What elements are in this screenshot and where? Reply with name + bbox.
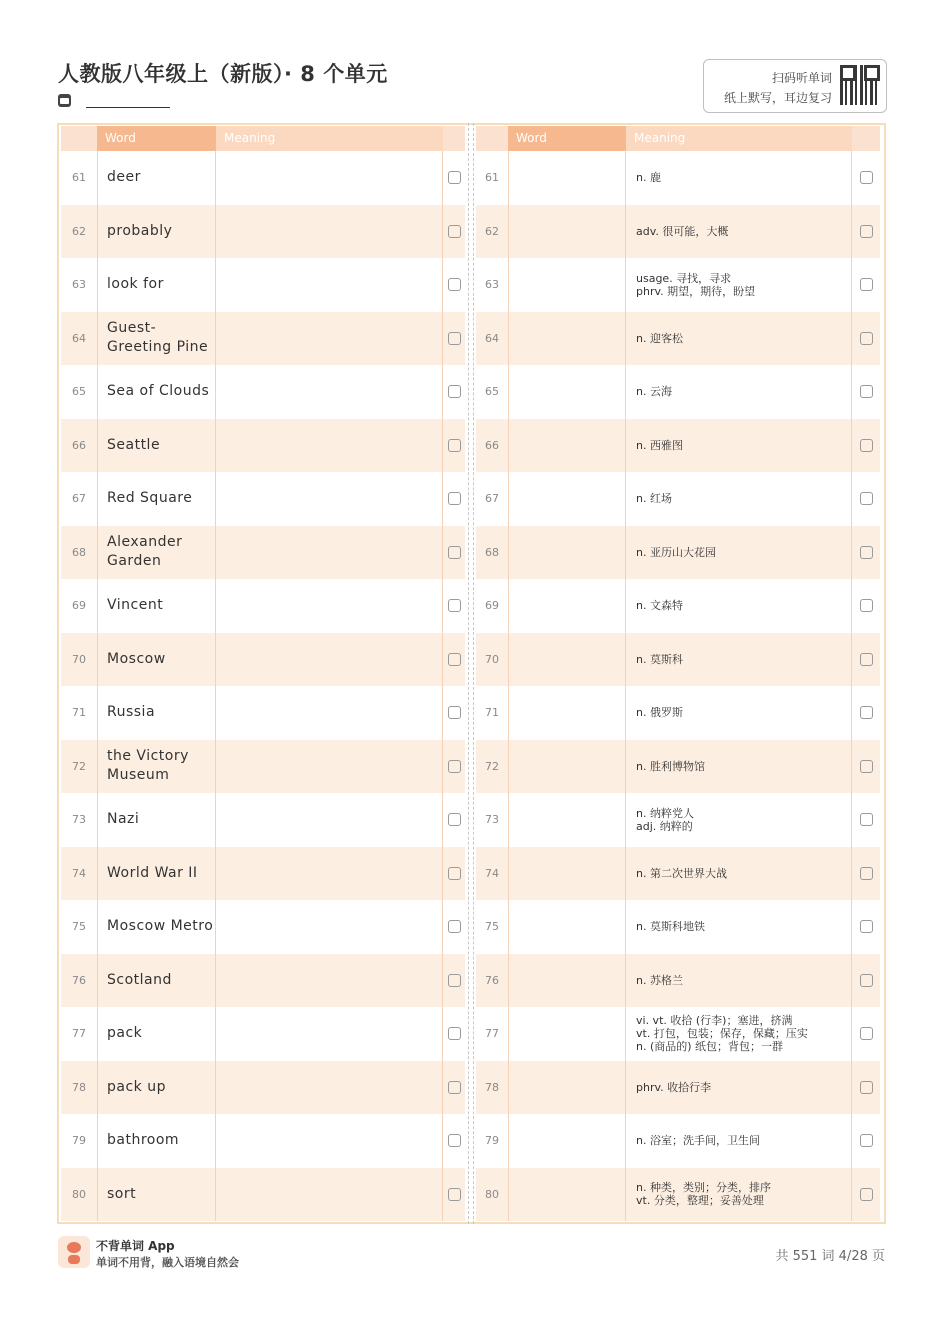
checkbox-icon[interactable] bbox=[448, 974, 461, 987]
meaning-cell: n. 亚历山大花园 bbox=[626, 526, 852, 580]
table-row bbox=[61, 419, 465, 473]
table-row bbox=[476, 258, 880, 312]
table-row bbox=[476, 633, 880, 687]
meaning-cell: n. 文森特 bbox=[626, 579, 852, 633]
checkbox-cell bbox=[852, 1168, 880, 1222]
meaning-cell[interactable] bbox=[216, 579, 443, 633]
checkbox-cell bbox=[443, 526, 465, 580]
row-number: 62 bbox=[485, 224, 499, 238]
word-cell: Seattle bbox=[97, 419, 216, 473]
table-row bbox=[61, 1168, 465, 1222]
table-row bbox=[61, 472, 465, 526]
meaning-cell: phrv. 收拾行李 bbox=[626, 1061, 852, 1115]
app-name: 不背单词 App bbox=[96, 1239, 175, 1253]
checkbox-icon[interactable] bbox=[448, 706, 461, 719]
table-row bbox=[476, 954, 880, 1008]
checkbox-cell bbox=[852, 1007, 880, 1061]
word-cell[interactable] bbox=[508, 1061, 626, 1115]
table-row bbox=[476, 579, 880, 633]
table-row bbox=[61, 686, 465, 740]
checkbox-cell bbox=[852, 419, 880, 473]
qr-line-2: 纸上默写，耳边复习 bbox=[723, 91, 832, 105]
meaning-cell[interactable] bbox=[216, 847, 443, 901]
checkbox-cell bbox=[852, 793, 880, 847]
word-header: Word bbox=[508, 126, 626, 151]
row-number: 65 bbox=[485, 385, 499, 399]
checkbox-cell bbox=[852, 740, 880, 794]
word-cell[interactable] bbox=[508, 686, 626, 740]
word-cell: Russia bbox=[97, 686, 216, 740]
checkbox-cell bbox=[443, 686, 465, 740]
meaning-cell[interactable] bbox=[216, 205, 443, 259]
table-row bbox=[61, 365, 465, 419]
word-cell: Guest- Greeting Pine bbox=[97, 312, 216, 366]
word-cell[interactable] bbox=[508, 793, 626, 847]
checkbox-cell bbox=[852, 579, 880, 633]
table-row bbox=[476, 526, 880, 580]
row-number: 76 bbox=[485, 973, 499, 987]
checkbox-icon[interactable] bbox=[860, 706, 873, 719]
checkbox-icon[interactable] bbox=[448, 385, 461, 398]
table-row bbox=[61, 1114, 465, 1168]
checkbox-icon[interactable] bbox=[860, 867, 873, 880]
row-number: 80 bbox=[485, 1187, 499, 1201]
checkbox-icon[interactable] bbox=[448, 171, 461, 184]
table-row bbox=[61, 900, 465, 954]
checkbox-cell bbox=[852, 900, 880, 954]
meaning-cell: n. 种类，类别；分类，排序 vt. 分类，整理；妥善处理 bbox=[626, 1168, 852, 1222]
checkbox-icon[interactable] bbox=[860, 278, 873, 291]
row-number: 67 bbox=[72, 492, 86, 506]
meaning-header: Meaning bbox=[626, 126, 852, 151]
word-cell: Moscow bbox=[97, 633, 216, 687]
meaning-cell: n. 俄罗斯 bbox=[626, 686, 852, 740]
row-number: 71 bbox=[485, 706, 499, 720]
row-number: 68 bbox=[72, 545, 86, 559]
word-cell: pack up bbox=[97, 1061, 216, 1115]
meaning-cell[interactable] bbox=[216, 686, 443, 740]
meaning-cell: n. 苏格兰 bbox=[626, 954, 852, 1008]
checkbox-icon[interactable] bbox=[448, 439, 461, 452]
page-info: 共 551 词 4/28 页 bbox=[775, 1249, 885, 1264]
row-number: 75 bbox=[485, 920, 499, 934]
row-number: 63 bbox=[485, 278, 499, 292]
row-number: 64 bbox=[485, 331, 499, 345]
checkbox-icon[interactable] bbox=[448, 867, 461, 880]
row-number: 72 bbox=[72, 759, 86, 773]
checkbox-icon[interactable] bbox=[860, 760, 873, 773]
row-number: 74 bbox=[485, 866, 499, 880]
word-cell: sort bbox=[97, 1168, 216, 1222]
checkbox-cell bbox=[443, 258, 465, 312]
meaning-cell[interactable] bbox=[216, 1007, 443, 1061]
word-cell: probably bbox=[97, 205, 216, 259]
meaning-cell: adv. 很可能，大概 bbox=[626, 205, 852, 259]
row-number: 79 bbox=[485, 1134, 499, 1148]
meaning-cell: n. 第二次世界大战 bbox=[626, 847, 852, 901]
checkbox-cell bbox=[852, 205, 880, 259]
row-number: 65 bbox=[72, 385, 86, 399]
checkbox-icon[interactable] bbox=[448, 546, 461, 559]
word-cell[interactable] bbox=[508, 740, 626, 794]
calendar-icon bbox=[58, 94, 71, 107]
table-row bbox=[476, 472, 880, 526]
word-cell[interactable] bbox=[508, 633, 626, 687]
table-row bbox=[476, 847, 880, 901]
row-number: 70 bbox=[485, 652, 499, 666]
row-number: 62 bbox=[72, 224, 86, 238]
row-number: 74 bbox=[72, 866, 86, 880]
checkbox-cell bbox=[443, 847, 465, 901]
table-row bbox=[61, 151, 465, 205]
checkbox-icon[interactable] bbox=[860, 439, 873, 452]
checkbox-icon[interactable] bbox=[448, 225, 461, 238]
checkbox-cell bbox=[443, 633, 465, 687]
checkbox-cell bbox=[443, 472, 465, 526]
qr-box bbox=[703, 59, 887, 113]
word-cell[interactable] bbox=[508, 954, 626, 1008]
meaning-cell: n. 云海 bbox=[626, 365, 852, 419]
check-header bbox=[443, 126, 465, 151]
word-cell[interactable] bbox=[508, 472, 626, 526]
word-cell[interactable] bbox=[508, 1114, 626, 1168]
meaning-cell[interactable] bbox=[216, 793, 443, 847]
meaning-cell: n. 莫斯科地铁 bbox=[626, 900, 852, 954]
row-number: 76 bbox=[72, 973, 86, 987]
checkbox-icon[interactable] bbox=[860, 599, 873, 612]
table-row bbox=[61, 633, 465, 687]
checkbox-icon[interactable] bbox=[448, 332, 461, 345]
row-number: 69 bbox=[485, 599, 499, 613]
word-cell: Moscow Metro bbox=[97, 900, 216, 954]
checkbox-icon[interactable] bbox=[860, 546, 873, 559]
checkbox-cell bbox=[852, 151, 880, 205]
meaning-cell[interactable] bbox=[216, 740, 443, 794]
row-number: 72 bbox=[485, 759, 499, 773]
row-number: 75 bbox=[72, 920, 86, 934]
word-cell[interactable] bbox=[508, 900, 626, 954]
word-header: Word bbox=[97, 126, 216, 151]
checkbox-icon[interactable] bbox=[860, 1027, 873, 1040]
table-row bbox=[61, 579, 465, 633]
row-number: 73 bbox=[72, 813, 86, 827]
table-row bbox=[476, 365, 880, 419]
row-number: 64 bbox=[72, 331, 86, 345]
meaning-cell: usage. 寻找，寻求 phrv. 期望，期待，盼望 bbox=[626, 258, 852, 312]
word-cell: bathroom bbox=[97, 1114, 216, 1168]
checkbox-cell bbox=[443, 1168, 465, 1222]
checkbox-icon[interactable] bbox=[448, 1188, 461, 1201]
app-logo-icon bbox=[58, 1236, 90, 1268]
word-cell: Scotland bbox=[97, 954, 216, 1008]
meaning-cell[interactable] bbox=[216, 1168, 443, 1222]
row-number: 68 bbox=[485, 545, 499, 559]
table-row bbox=[61, 954, 465, 1008]
checkbox-cell bbox=[852, 686, 880, 740]
checkbox-icon[interactable] bbox=[448, 1081, 461, 1094]
checkbox-icon[interactable] bbox=[860, 813, 873, 826]
word-cell: Vincent bbox=[97, 579, 216, 633]
meaning-cell[interactable] bbox=[216, 900, 443, 954]
table-row bbox=[61, 258, 465, 312]
checkbox-icon[interactable] bbox=[860, 492, 873, 505]
checkbox-cell bbox=[443, 793, 465, 847]
table-row bbox=[61, 205, 465, 259]
app-slogan: 单词不用背，融入语境自然会 bbox=[96, 1256, 239, 1269]
table-row bbox=[61, 1061, 465, 1115]
word-cell: the Victory Museum bbox=[97, 740, 216, 794]
row-number: 63 bbox=[72, 278, 86, 292]
meaning-cell: n. 纳粹党人 adj. 纳粹的 bbox=[626, 793, 852, 847]
checkbox-icon[interactable] bbox=[860, 225, 873, 238]
meaning-cell[interactable] bbox=[216, 365, 443, 419]
checkbox-icon[interactable] bbox=[860, 1188, 873, 1201]
number-header bbox=[476, 126, 508, 151]
fold-divider bbox=[468, 123, 474, 1224]
checkbox-cell bbox=[852, 954, 880, 1008]
word-cell[interactable] bbox=[508, 258, 626, 312]
meaning-cell[interactable] bbox=[216, 526, 443, 580]
checkbox-icon[interactable] bbox=[448, 278, 461, 291]
word-cell: World War II bbox=[97, 847, 216, 901]
checkbox-icon[interactable] bbox=[860, 385, 873, 398]
meaning-cell[interactable] bbox=[216, 633, 443, 687]
checkbox-icon[interactable] bbox=[860, 1134, 873, 1147]
checkbox-icon[interactable] bbox=[448, 653, 461, 666]
row-number: 66 bbox=[72, 438, 86, 452]
checkbox-cell bbox=[443, 1061, 465, 1115]
row-number: 80 bbox=[72, 1187, 86, 1201]
meaning-cell: n. 莫斯科 bbox=[626, 633, 852, 687]
word-cell[interactable] bbox=[508, 847, 626, 901]
table-row bbox=[476, 686, 880, 740]
word-cell[interactable] bbox=[508, 365, 626, 419]
checkbox-cell bbox=[852, 1114, 880, 1168]
meaning-cell[interactable] bbox=[216, 151, 443, 205]
checkbox-icon[interactable] bbox=[860, 974, 873, 987]
checkbox-cell bbox=[443, 579, 465, 633]
table-row bbox=[476, 793, 880, 847]
table-row bbox=[61, 312, 465, 366]
row-number: 71 bbox=[72, 706, 86, 720]
meaning-cell: n. 浴室；洗手间，卫生间 bbox=[626, 1114, 852, 1168]
checkbox-cell bbox=[852, 365, 880, 419]
checkbox-cell bbox=[443, 1114, 465, 1168]
word-cell: look for bbox=[97, 258, 216, 312]
table-row bbox=[476, 1061, 880, 1115]
checkbox-cell bbox=[443, 1007, 465, 1061]
meaning-cell[interactable] bbox=[216, 472, 443, 526]
checkbox-cell bbox=[852, 526, 880, 580]
word-cell: Red Square bbox=[97, 472, 216, 526]
meaning-cell[interactable] bbox=[216, 1114, 443, 1168]
row-number: 69 bbox=[72, 599, 86, 613]
checkbox-icon[interactable] bbox=[448, 1027, 461, 1040]
number-header bbox=[61, 126, 97, 151]
meaning-cell: n. 鹿 bbox=[626, 151, 852, 205]
checkbox-cell bbox=[443, 365, 465, 419]
checkbox-cell bbox=[852, 472, 880, 526]
checkbox-cell bbox=[852, 633, 880, 687]
row-number: 61 bbox=[485, 171, 499, 185]
checkbox-icon[interactable] bbox=[448, 760, 461, 773]
row-number: 77 bbox=[485, 1027, 499, 1041]
checkbox-icon[interactable] bbox=[860, 653, 873, 666]
row-number: 78 bbox=[72, 1080, 86, 1094]
table-row bbox=[476, 900, 880, 954]
checkbox-cell bbox=[443, 151, 465, 205]
table-row bbox=[476, 419, 880, 473]
word-cell[interactable] bbox=[508, 205, 626, 259]
table-row bbox=[476, 312, 880, 366]
row-number: 77 bbox=[72, 1027, 86, 1041]
row-number: 66 bbox=[485, 438, 499, 452]
meaning-cell[interactable] bbox=[216, 954, 443, 1008]
checkbox-icon[interactable] bbox=[448, 1134, 461, 1147]
checkbox-cell bbox=[443, 312, 465, 366]
meaning-cell: n. 西雅图 bbox=[626, 419, 852, 473]
checkbox-cell bbox=[443, 954, 465, 1008]
checkbox-cell bbox=[852, 312, 880, 366]
word-cell: Alexander Garden bbox=[97, 526, 216, 580]
row-number: 61 bbox=[72, 171, 86, 185]
checkbox-icon[interactable] bbox=[448, 920, 461, 933]
qr-code-icon[interactable] bbox=[840, 65, 880, 105]
table-row bbox=[61, 526, 465, 580]
table-row bbox=[61, 1007, 465, 1061]
row-number: 73 bbox=[485, 813, 499, 827]
word-cell[interactable] bbox=[508, 579, 626, 633]
word-cell[interactable] bbox=[508, 526, 626, 580]
meaning-header: Meaning bbox=[216, 126, 443, 151]
meaning-cell[interactable] bbox=[216, 312, 443, 366]
checkbox-icon[interactable] bbox=[448, 492, 461, 505]
row-number: 78 bbox=[485, 1080, 499, 1094]
table-row bbox=[476, 1168, 880, 1222]
row-number: 79 bbox=[72, 1134, 86, 1148]
checkbox-icon[interactable] bbox=[860, 920, 873, 933]
checkbox-icon[interactable] bbox=[448, 599, 461, 612]
checkbox-cell bbox=[443, 900, 465, 954]
word-cell[interactable] bbox=[508, 1168, 626, 1222]
table-row bbox=[61, 847, 465, 901]
word-cell: pack bbox=[97, 1007, 216, 1061]
word-cell: Nazi bbox=[97, 793, 216, 847]
checkbox-cell bbox=[852, 1061, 880, 1115]
word-cell[interactable] bbox=[508, 151, 626, 205]
checkbox-cell bbox=[443, 205, 465, 259]
meaning-cell[interactable] bbox=[216, 1061, 443, 1115]
checkbox-icon[interactable] bbox=[860, 171, 873, 184]
row-number: 70 bbox=[72, 652, 86, 666]
page-title: 人教版八年级上（新版）· 8 个单元 bbox=[58, 62, 388, 86]
table-row bbox=[476, 740, 880, 794]
checkbox-icon[interactable] bbox=[860, 1081, 873, 1094]
qr-line-1: 扫码听单词 bbox=[771, 71, 832, 85]
meaning-cell[interactable] bbox=[216, 419, 443, 473]
meaning-cell: vi. vt. 收拾 (行李)；塞进，挤满 vt. 打包，包装；保存，保藏；压实 n. (商品的) 纸包；背包；一群 bbox=[626, 1007, 852, 1061]
date-blank-line bbox=[86, 107, 170, 108]
meaning-cell: n. 红场 bbox=[626, 472, 852, 526]
checkbox-cell bbox=[443, 740, 465, 794]
meaning-cell: n. 胜利博物馆 bbox=[626, 740, 852, 794]
word-cell: deer bbox=[97, 151, 216, 205]
checkbox-icon[interactable] bbox=[448, 813, 461, 826]
table-row bbox=[61, 740, 465, 794]
word-cell[interactable] bbox=[508, 419, 626, 473]
word-cell[interactable] bbox=[508, 312, 626, 366]
table-row bbox=[476, 205, 880, 259]
checkbox-cell bbox=[443, 419, 465, 473]
table-row bbox=[476, 151, 880, 205]
meaning-cell[interactable] bbox=[216, 258, 443, 312]
table-row bbox=[476, 1114, 880, 1168]
word-cell[interactable] bbox=[508, 1007, 626, 1061]
word-cell: Sea of Clouds bbox=[97, 365, 216, 419]
checkbox-icon[interactable] bbox=[860, 332, 873, 345]
row-number: 67 bbox=[485, 492, 499, 506]
checkbox-cell bbox=[852, 258, 880, 312]
meaning-cell: n. 迎客松 bbox=[626, 312, 852, 366]
check-header bbox=[852, 126, 880, 151]
table-row bbox=[61, 793, 465, 847]
checkbox-cell bbox=[852, 847, 880, 901]
table-row bbox=[476, 1007, 880, 1061]
